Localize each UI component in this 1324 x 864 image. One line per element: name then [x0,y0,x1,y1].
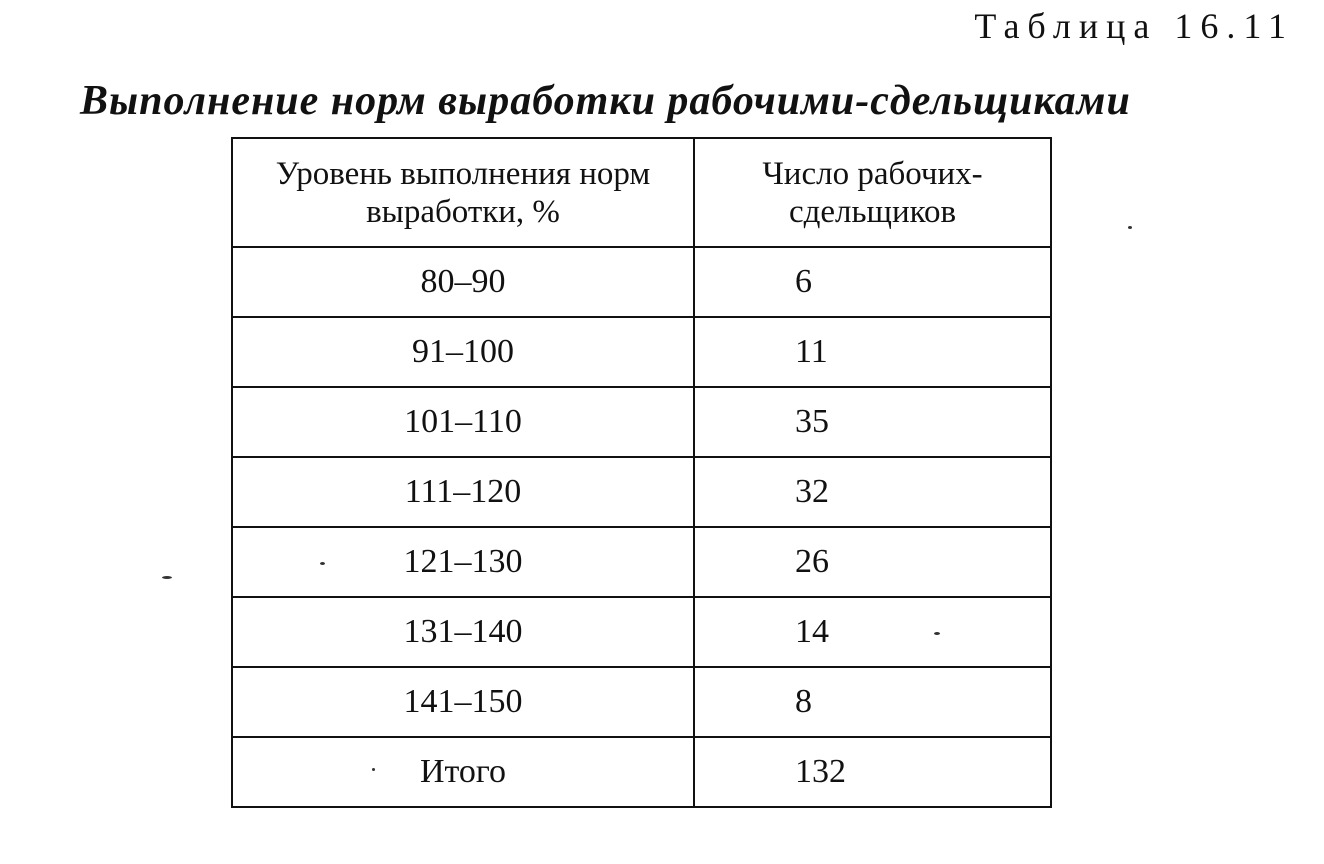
level-cell: 101–110 [232,387,694,457]
count-cell: 8 [694,667,1051,737]
table-number-label: Таблица 16.11 [974,6,1294,46]
level-cell: 111–120 [232,457,694,527]
scan-speck [1128,226,1132,229]
total-row [232,737,1051,807]
count-cell: 6 [694,247,1051,317]
scan-speck [320,562,325,565]
scan-speck [934,632,940,635]
scan-speck [372,768,375,771]
table-header-row [232,138,1051,247]
table-row [232,527,1051,597]
table-row [232,457,1051,527]
scan-speck [162,576,172,579]
level-cell: 121–130 [232,527,694,597]
header-count: Число рабочих-сдельщиков [694,138,1051,247]
table-row [232,667,1051,737]
table-title: Выполнение норм выработки рабочими-сдельщиками [80,78,1131,124]
count-cell: 26 [694,527,1051,597]
table-row [232,247,1051,317]
table-row [232,387,1051,457]
count-cell: 35 [694,387,1051,457]
level-cell: 80–90 [232,247,694,317]
count-cell: 11 [694,317,1051,387]
level-cell: 131–140 [232,597,694,667]
total-count-cell: 132 [694,737,1051,807]
table-row [232,317,1051,387]
level-cell: 91–100 [232,317,694,387]
total-label-cell: Итого [232,737,694,807]
header-level: Уровень выполнения норм выработки, % [232,138,694,247]
piece-workers-table [231,137,1052,808]
table-row [232,597,1051,667]
count-cell: 14 [694,597,1051,667]
count-cell: 32 [694,457,1051,527]
level-cell: 141–150 [232,667,694,737]
